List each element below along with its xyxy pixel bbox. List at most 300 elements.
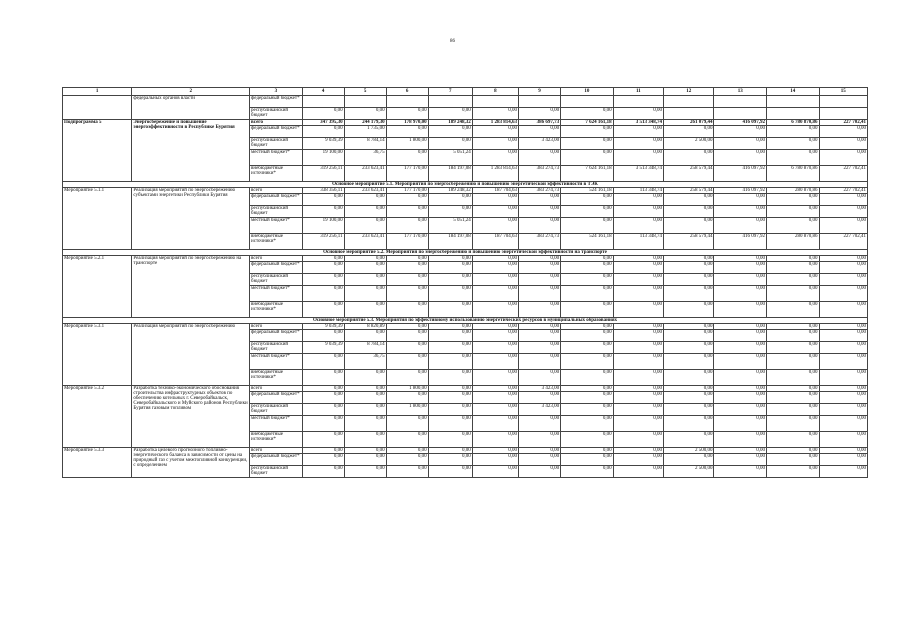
amount-cell: 0,00 [519, 392, 561, 404]
amount-cell: 0,00 [613, 126, 663, 138]
amount-cell: 0,00 [428, 404, 472, 416]
amount-cell: 0,00 [767, 274, 820, 286]
amount-cell: 0,00 [561, 126, 614, 138]
amount-cell: 0,00 [472, 194, 518, 206]
amount-cell: 0,00 [767, 454, 820, 466]
amount-cell: 416 097,92 [714, 120, 767, 126]
program-code: Мероприятие 5.3.1 [63, 324, 132, 386]
column-header: 3 [250, 88, 303, 96]
funding-source: всего [250, 120, 303, 126]
funding-source: всего [250, 256, 303, 262]
amount-cell: 0,00 [428, 262, 472, 274]
amount-cell: 0,00 [386, 416, 428, 432]
amount-cell [714, 108, 767, 120]
amount-cell: 19 100,00 [302, 150, 344, 166]
amount-cell: 0,00 [428, 324, 472, 330]
amount-cell: 0,00 [664, 432, 714, 448]
amount-cell: 0,00 [819, 466, 867, 478]
amount-cell: 0,00 [472, 330, 518, 342]
amount-cell: 0,00 [519, 206, 561, 218]
amount-cell: 0,00 [714, 416, 767, 432]
amount-cell: 0,00 [519, 354, 561, 370]
amount-cell: 0,00 [561, 324, 614, 330]
amount-cell: 0,00 [613, 330, 663, 342]
amount-cell: 0,00 [664, 454, 714, 466]
amount-cell: 19 100,00 [302, 218, 344, 234]
amount-cell: 0,00 [302, 454, 344, 466]
column-header: 9 [519, 88, 561, 96]
amount-cell: 1 283 814,63 [472, 166, 518, 182]
amount-cell: 258 579,44 [664, 166, 714, 182]
amount-cell: 0,00 [561, 432, 614, 448]
column-header: 8 [472, 88, 518, 96]
column-header: 11 [613, 88, 663, 96]
amount-cell: 0,00 [344, 448, 386, 454]
budget-table-body [63, 88, 868, 478]
amount-cell: 0,00 [767, 262, 820, 274]
amount-cell: 0,00 [819, 354, 867, 370]
amount-cell: 244 179,30 [344, 120, 386, 126]
amount-cell: 0,00 [428, 126, 472, 138]
program-name: Энергосбережение и повышение энергоэффективности в Республике Бурятия [132, 120, 250, 182]
amount-cell: 3 513 348,74 [613, 120, 663, 126]
amount-cell: 0,00 [472, 416, 518, 432]
amount-cell: 0,00 [613, 370, 663, 386]
amount-cell: 0,00 [302, 126, 344, 138]
amount-cell: 0,00 [561, 138, 614, 150]
amount-cell: 0,00 [714, 324, 767, 330]
amount-cell: 0,00 [386, 194, 428, 206]
table-row [63, 120, 868, 126]
amount-cell: 0,00 [664, 302, 714, 318]
amount-cell: 280 870,86 [767, 234, 820, 250]
amount-cell [613, 96, 663, 108]
program-name: Разработка технико-экономического обоснования строительства инфраструктурных объектов по обеспечению котельных г. Северобайкальск, Северобайкальского и Муйского районов Республики Бурятия газовым топливом [132, 386, 250, 448]
amount-cell: 0,00 [714, 206, 767, 218]
amount-cell: 0,00 [819, 274, 867, 286]
amount-cell: 233 623,41 [344, 234, 386, 250]
amount-cell: 347 395,30 [302, 120, 344, 126]
amount-cell: 0,00 [561, 448, 614, 454]
amount-cell: 0,00 [519, 256, 561, 262]
section-title: Основное мероприятие 5.1. Мероприятия по энергосбережению и повышению энергетической эффективности в ТЭК [63, 182, 868, 188]
amount-cell: 184 197,08 [428, 166, 472, 182]
amount-cell: 0,00 [302, 432, 344, 448]
amount-cell: 0,00 [664, 150, 714, 166]
amount-cell: 0,00 [386, 448, 428, 454]
amount-cell: 0,00 [472, 354, 518, 370]
amount-cell: 0,00 [302, 194, 344, 206]
amount-cell: 0,00 [428, 206, 472, 218]
amount-cell: 0,00 [664, 354, 714, 370]
amount-cell [386, 96, 428, 108]
amount-cell: 0,00 [819, 324, 867, 330]
amount-cell: 0,00 [519, 150, 561, 166]
amount-cell: 0,00 [472, 138, 518, 150]
amount-cell: 9 039,39 [302, 138, 344, 150]
column-header: 1 [63, 88, 132, 96]
funding-source: внебюджетные источники* [250, 166, 303, 182]
amount-cell: 0,00 [561, 386, 614, 392]
amount-cell: 0,00 [819, 392, 867, 404]
amount-cell: 0,00 [613, 354, 663, 370]
amount-cell: 0,00 [472, 262, 518, 274]
amount-cell: 0,00 [561, 108, 614, 120]
amount-cell: 0,00 [302, 206, 344, 218]
amount-cell: 189 248,32 [428, 120, 472, 126]
amount-cell: 0,00 [386, 274, 428, 286]
amount-cell [664, 108, 714, 120]
amount-cell: 0,00 [767, 324, 820, 330]
amount-cell: 0,00 [613, 256, 663, 262]
amount-cell: 0,00 [344, 194, 386, 206]
amount-cell: 0,00 [819, 256, 867, 262]
amount-cell: 0,00 [613, 392, 663, 404]
funding-source: всего [250, 386, 303, 392]
amount-cell: 3 513 348,74 [613, 166, 663, 182]
amount-cell: 0,00 [386, 218, 428, 234]
amount-cell: 0,00 [767, 256, 820, 262]
amount-cell: 0,00 [664, 392, 714, 404]
amount-cell: 0,00 [428, 194, 472, 206]
amount-cell: 0,00 [344, 286, 386, 302]
column-header: 6 [386, 88, 428, 96]
program-code: Подпрограмма 5 [63, 120, 132, 182]
amount-cell: 0,00 [472, 150, 518, 166]
amount-cell: 2 500,00 [664, 448, 714, 454]
amount-cell: 0,00 [344, 432, 386, 448]
amount-cell: 383 274,73 [519, 188, 561, 194]
amount-cell: 187 704,63 [472, 234, 518, 250]
amount-cell: 0,00 [819, 342, 867, 354]
amount-cell: 0,00 [519, 370, 561, 386]
amount-cell: 0,00 [472, 342, 518, 354]
amount-cell: 0,00 [472, 324, 518, 330]
amount-cell: 0,00 [472, 454, 518, 466]
amount-cell: 383 274,73 [519, 166, 561, 182]
amount-cell: 0,00 [714, 194, 767, 206]
amount-cell: 0,00 [767, 370, 820, 386]
amount-cell: 0,00 [819, 218, 867, 234]
program-code [63, 96, 132, 120]
amount-cell: 0,00 [561, 274, 614, 286]
amount-cell: 0,00 [561, 256, 614, 262]
amount-cell: 0,00 [767, 404, 820, 416]
amount-cell: 0,00 [386, 354, 428, 370]
amount-cell: 8 820,89 [344, 324, 386, 330]
amount-cell: 524 161,18 [561, 234, 614, 250]
amount-cell: 0,00 [519, 466, 561, 478]
amount-cell: 113 348,74 [613, 188, 663, 194]
amount-cell: 0,00 [302, 354, 344, 370]
amount-cell: 0,00 [767, 126, 820, 138]
amount-cell: 0,00 [819, 126, 867, 138]
header-row [63, 88, 868, 96]
column-header: 12 [664, 88, 714, 96]
funding-source: федеральный бюджет* [250, 330, 303, 342]
amount-cell: 0,00 [819, 432, 867, 448]
amount-cell: 0,00 [664, 404, 714, 416]
amount-cell: 0,00 [519, 324, 561, 330]
amount-cell: 0,00 [819, 386, 867, 392]
funding-source: федеральный бюджет* [250, 126, 303, 138]
amount-cell: 9 039,39 [302, 342, 344, 354]
amount-cell: 0,00 [561, 392, 614, 404]
amount-cell: 0,00 [519, 342, 561, 354]
amount-cell: 5 051,24 [428, 150, 472, 166]
amount-cell: 0,00 [519, 416, 561, 432]
amount-cell: 0,00 [472, 466, 518, 478]
amount-cell: 0,00 [767, 206, 820, 218]
amount-cell: 0,00 [767, 432, 820, 448]
amount-cell: 0,00 [819, 150, 867, 166]
amount-cell: 0,00 [344, 206, 386, 218]
amount-cell: 0,00 [714, 448, 767, 454]
amount-cell: 0,00 [386, 256, 428, 262]
amount-cell: 0,00 [767, 138, 820, 150]
amount-cell: 0,00 [302, 302, 344, 318]
program-code: Мероприятие 5.1.1 [63, 188, 132, 250]
funding-source: местный бюджет* [250, 416, 303, 432]
amount-cell: 0,00 [819, 286, 867, 302]
amount-cell: 3 423,00 [519, 404, 561, 416]
column-header: 13 [714, 88, 767, 96]
amount-cell: 0,00 [472, 370, 518, 386]
program-name: федеральных органов власти [132, 96, 250, 120]
funding-source: республиканский бюджет [250, 274, 303, 286]
funding-source: республиканский бюджет [250, 138, 303, 150]
amount-cell: 0,00 [386, 392, 428, 404]
amount-cell: 0,00 [664, 286, 714, 302]
amount-cell: 0,00 [472, 448, 518, 454]
amount-cell: 0,00 [561, 342, 614, 354]
amount-cell: 0,00 [767, 286, 820, 302]
funding-source: республиканский бюджет [250, 466, 303, 478]
amount-cell: 0,00 [561, 370, 614, 386]
amount-cell: 0,00 [561, 404, 614, 416]
amount-cell: 227 702,41 [819, 120, 867, 126]
amount-cell: 0,00 [767, 342, 820, 354]
amount-cell: 1 735,00 [344, 126, 386, 138]
amount-cell: 0,00 [819, 194, 867, 206]
amount-cell: 0,00 [561, 454, 614, 466]
amount-cell: 227 702,41 [819, 166, 867, 182]
amount-cell: 0,00 [613, 466, 663, 478]
column-header: 4 [302, 88, 344, 96]
budget-table [62, 87, 868, 478]
funding-source: местный бюджет* [250, 286, 303, 302]
amount-cell: 0,00 [819, 330, 867, 342]
column-header: 15 [819, 88, 867, 96]
funding-source: местный бюджет* [250, 150, 303, 166]
amount-cell: 113 348,74 [613, 234, 663, 250]
amount-cell: 0,00 [386, 370, 428, 386]
amount-cell: 0,00 [519, 126, 561, 138]
amount-cell: 0,00 [714, 286, 767, 302]
amount-cell: 0,00 [714, 404, 767, 416]
funding-source: внебюджетные источники* [250, 370, 303, 386]
amount-cell: 0,00 [714, 302, 767, 318]
amount-cell: 0,00 [472, 404, 518, 416]
amount-cell: 0,00 [428, 432, 472, 448]
amount-cell: 0,00 [344, 218, 386, 234]
funding-source: республиканский бюджет [250, 342, 303, 354]
amount-cell: 0,00 [613, 206, 663, 218]
amount-cell: 0,00 [819, 370, 867, 386]
amount-cell: 8 784,14 [344, 342, 386, 354]
funding-source: федеральный бюджет* [250, 392, 303, 404]
amount-cell: 0,00 [386, 432, 428, 448]
amount-cell: 0,00 [519, 454, 561, 466]
amount-cell: 0,00 [428, 466, 472, 478]
amount-cell: 0,00 [428, 108, 472, 120]
amount-cell: 0,00 [613, 416, 663, 432]
amount-cell: 0,00 [664, 262, 714, 274]
amount-cell: 416 097,92 [714, 188, 767, 194]
funding-source: всего [250, 324, 303, 330]
amount-cell: 0,00 [613, 404, 663, 416]
funding-source: федеральный бюджет* [250, 454, 303, 466]
amount-cell: 0,00 [767, 194, 820, 206]
amount-cell: 0,00 [664, 206, 714, 218]
amount-cell: 0,00 [664, 342, 714, 354]
amount-cell: 524 161,18 [561, 188, 614, 194]
amount-cell: 0,00 [344, 302, 386, 318]
amount-cell: 0,00 [344, 416, 386, 432]
section-title: Основное мероприятие 5.2. Мероприятия по энергосбережению и повышению энергетической эффективности на транспорте [63, 250, 868, 256]
amount-cell: 0,00 [519, 108, 561, 120]
amount-cell: 1 283 814,63 [472, 120, 518, 126]
amount-cell: 0,00 [613, 386, 663, 392]
amount-cell: 258 579,44 [664, 234, 714, 250]
amount-cell [428, 96, 472, 108]
funding-source: местный бюджет* [250, 354, 303, 370]
amount-cell: 0,00 [613, 342, 663, 354]
amount-cell: 0,00 [344, 392, 386, 404]
amount-cell: 5 051,24 [428, 218, 472, 234]
amount-cell: 0,00 [613, 432, 663, 448]
amount-cell: 0,00 [302, 262, 344, 274]
amount-cell: 36,75 [344, 150, 386, 166]
amount-cell: 0,00 [819, 448, 867, 454]
amount-cell: 0,00 [472, 286, 518, 302]
amount-cell: 0,00 [714, 466, 767, 478]
amount-cell: 0,00 [664, 218, 714, 234]
amount-cell: 0,00 [819, 302, 867, 318]
amount-cell: 0,00 [767, 416, 820, 432]
amount-cell [664, 96, 714, 108]
amount-cell: 0,00 [472, 256, 518, 262]
funding-source: всего [250, 448, 303, 454]
amount-cell: 0,00 [519, 330, 561, 342]
amount-cell: 0,00 [344, 454, 386, 466]
amount-cell: 0,00 [302, 274, 344, 286]
amount-cell: 0,00 [613, 274, 663, 286]
amount-cell: 383 274,73 [519, 234, 561, 250]
amount-cell: 0,00 [714, 150, 767, 166]
amount-cell: 177 170,00 [386, 188, 428, 194]
column-header: 5 [344, 88, 386, 96]
amount-cell: 0,00 [561, 416, 614, 432]
amount-cell: 0,00 [519, 262, 561, 274]
amount-cell [344, 96, 386, 108]
amount-cell [767, 96, 820, 108]
amount-cell: 0,00 [767, 330, 820, 342]
amount-cell: 0,00 [767, 218, 820, 234]
funding-source: внебюджетные источники* [250, 432, 303, 448]
amount-cell: 0,00 [428, 330, 472, 342]
amount-cell: 0,00 [714, 218, 767, 234]
table-row [63, 188, 868, 194]
amount-cell: 0,00 [664, 194, 714, 206]
amount-cell: 227 702,41 [819, 234, 867, 250]
amount-cell: 386 697,73 [519, 120, 561, 126]
amount-cell: 36,75 [344, 354, 386, 370]
amount-cell: 0,00 [519, 302, 561, 318]
amount-cell: 0,00 [472, 386, 518, 392]
amount-cell: 0,00 [613, 150, 663, 166]
amount-cell: 0,00 [561, 262, 614, 274]
amount-cell: 0,00 [344, 466, 386, 478]
amount-cell: 0,00 [664, 274, 714, 286]
amount-cell: 0,00 [519, 194, 561, 206]
amount-cell: 0,00 [613, 448, 663, 454]
funding-source: республиканский бюджет [250, 206, 303, 218]
amount-cell: 7 624 161,18 [561, 166, 614, 182]
amount-cell: 0,00 [613, 218, 663, 234]
amount-cell: 0,00 [767, 466, 820, 478]
amount-cell [819, 96, 867, 108]
amount-cell: 0,00 [472, 432, 518, 448]
amount-cell: 0,00 [344, 330, 386, 342]
amount-cell: 0,00 [519, 286, 561, 302]
amount-cell: 0,00 [767, 392, 820, 404]
amount-cell: 0,00 [613, 108, 663, 120]
amount-cell: 0,00 [344, 262, 386, 274]
amount-cell [472, 96, 518, 108]
amount-cell: 187 704,63 [472, 188, 518, 194]
amount-cell: 0,00 [714, 342, 767, 354]
amount-cell: 319 256,11 [302, 234, 344, 250]
amount-cell: 0,00 [428, 386, 472, 392]
column-header: 7 [428, 88, 472, 96]
amount-cell: 0,00 [519, 432, 561, 448]
amount-cell [519, 96, 561, 108]
section-title: Основное мероприятие 5.3. Мероприятия по эффективному использованию энергетических ресурсов в муниципальных образованиях [63, 318, 868, 324]
amount-cell: 0,00 [561, 354, 614, 370]
amount-cell: 0,00 [302, 466, 344, 478]
amount-cell: 0,00 [428, 342, 472, 354]
amount-cell: 0,00 [714, 354, 767, 370]
amount-cell: 0,00 [561, 330, 614, 342]
amount-cell: 0,00 [819, 206, 867, 218]
amount-cell: 0,00 [386, 126, 428, 138]
amount-cell: 0,00 [428, 138, 472, 150]
amount-cell: 0,00 [386, 150, 428, 166]
amount-cell: 0,00 [819, 454, 867, 466]
funding-source: федеральный бюджет* [250, 262, 303, 274]
amount-cell: 0,00 [613, 302, 663, 318]
amount-cell: 0,00 [428, 256, 472, 262]
amount-cell: 0,00 [664, 330, 714, 342]
amount-cell: 0,00 [472, 274, 518, 286]
amount-cell: 0,00 [302, 108, 344, 120]
table-row [63, 96, 868, 108]
amount-cell: 0,00 [302, 370, 344, 386]
amount-cell: 0,00 [613, 324, 663, 330]
page-number: 86 [450, 39, 455, 44]
funding-source: республиканский бюджет [250, 404, 303, 416]
